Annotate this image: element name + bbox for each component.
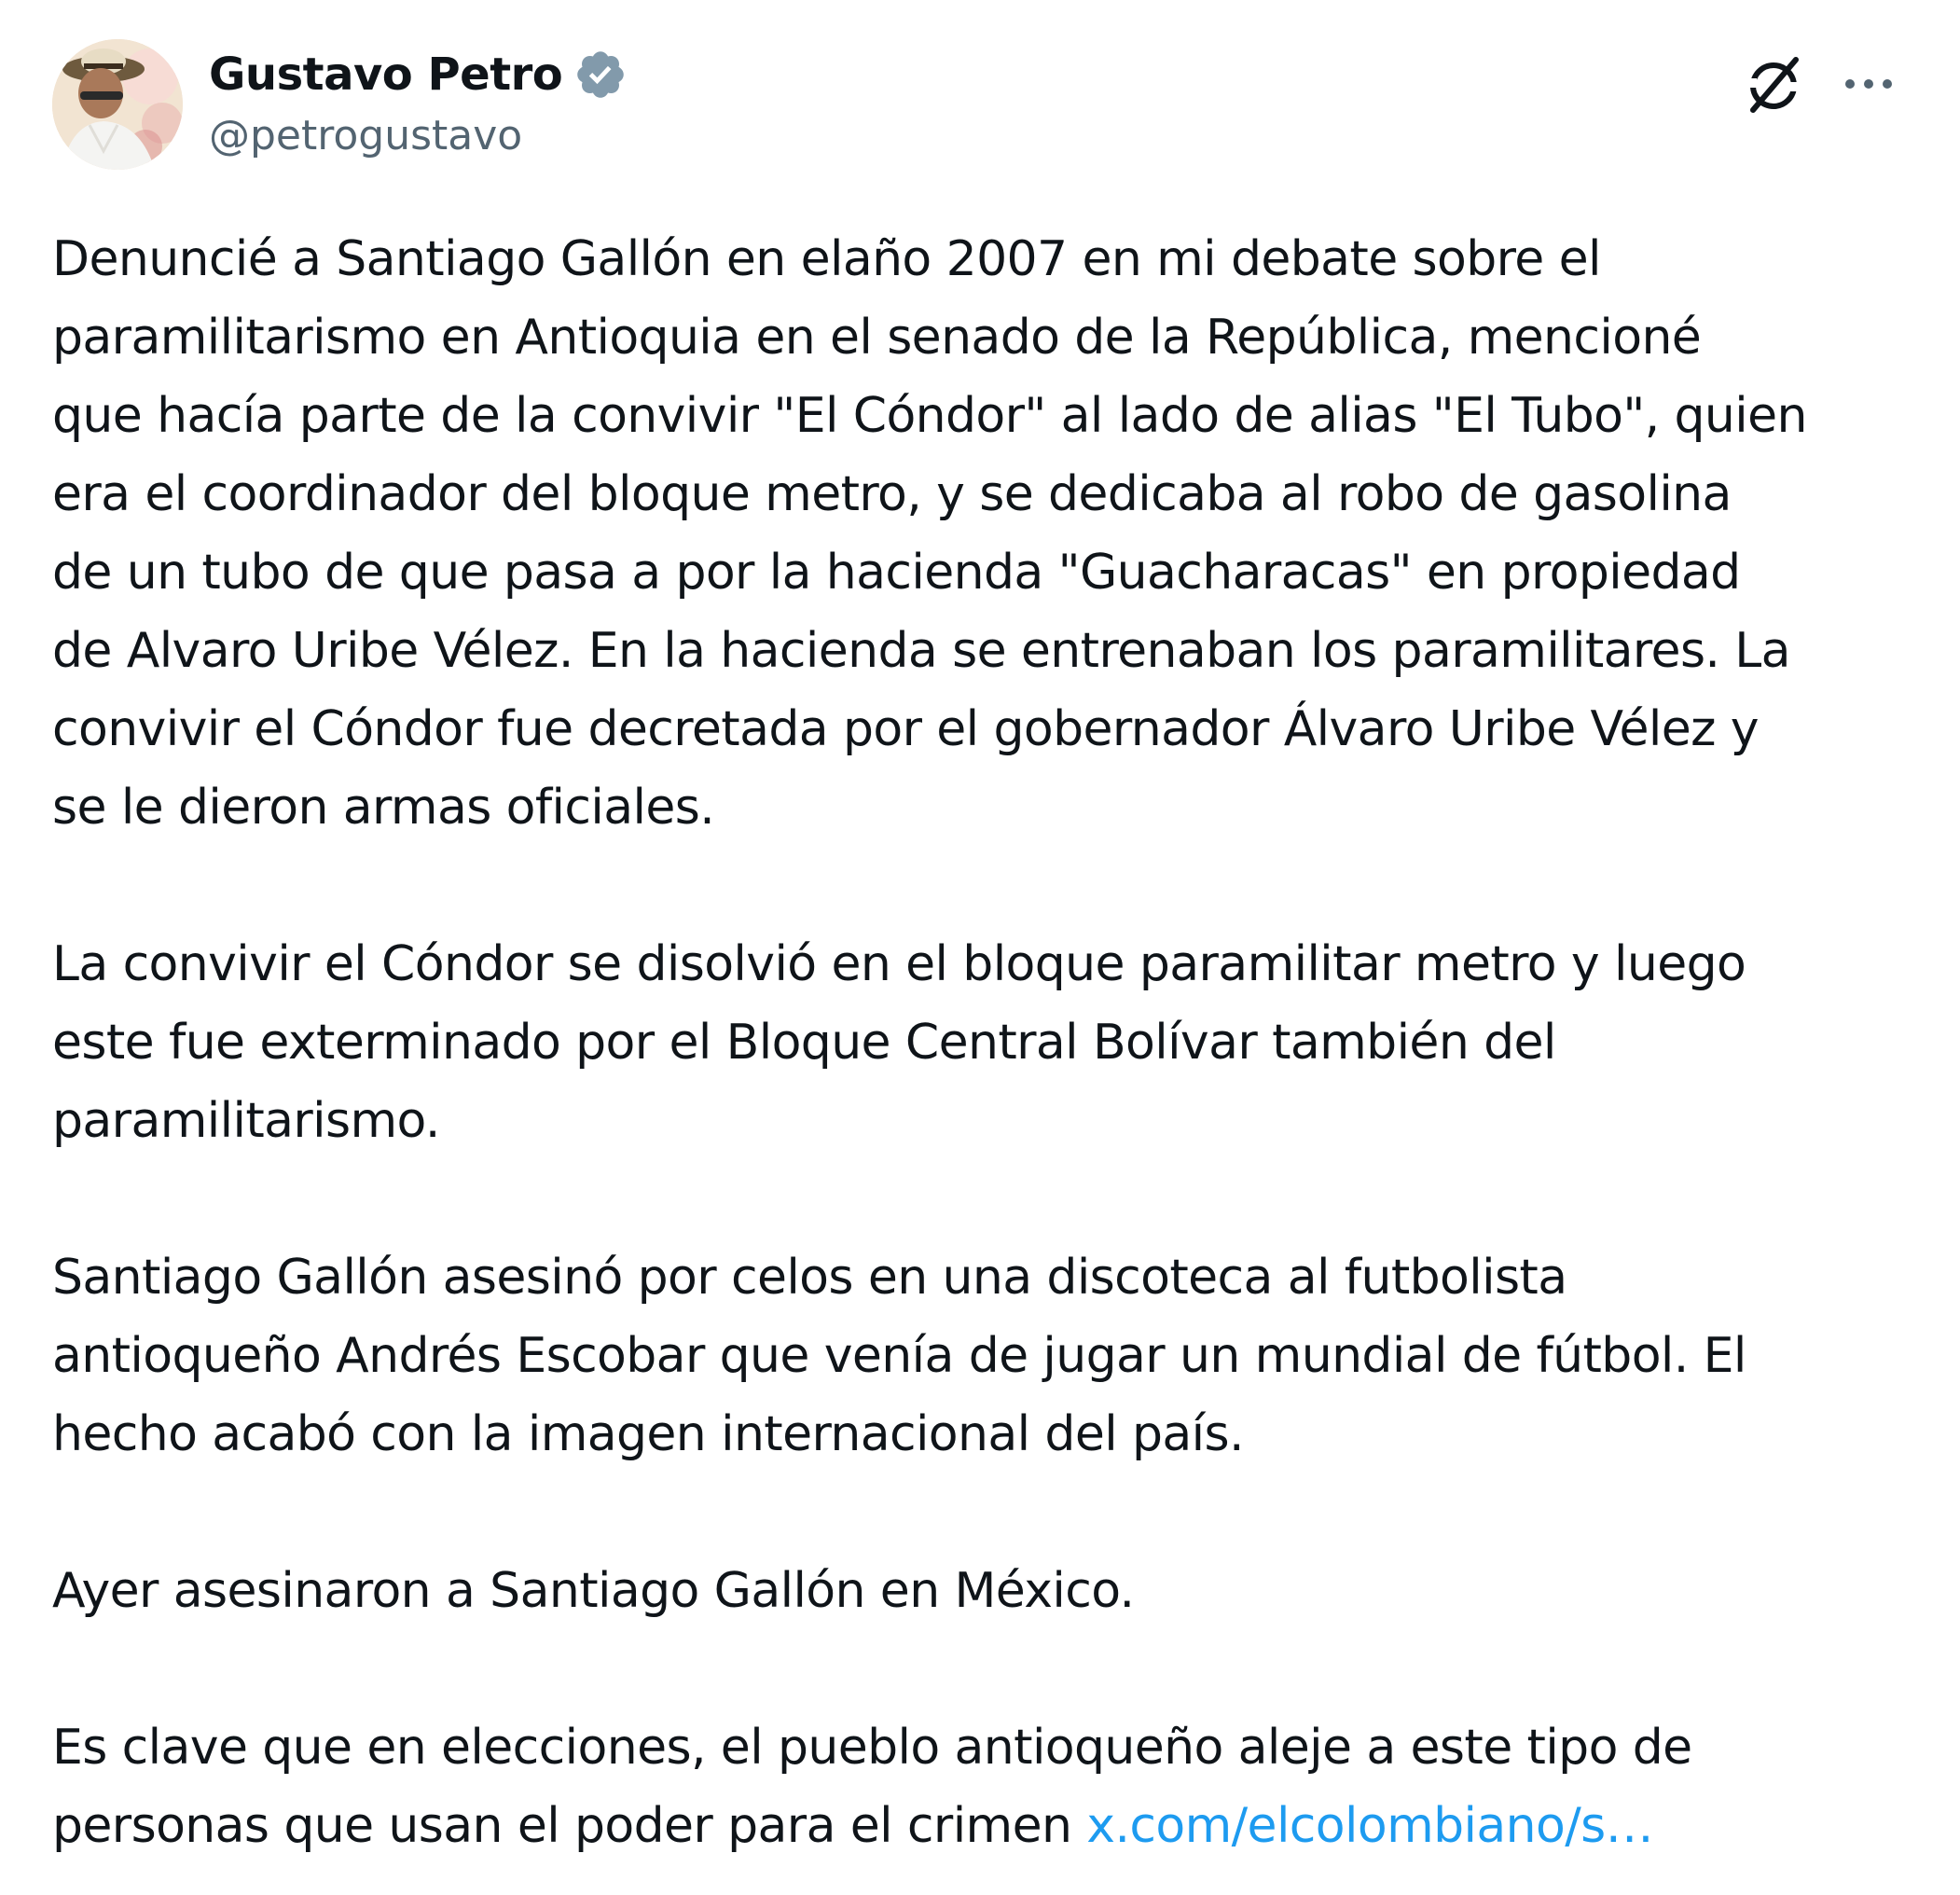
text-line: hecho acabó con la imagen internacional del país. [52, 1406, 1244, 1462]
text-line: antioqueño Andrés Escobar que venía de jugar un mundial de fútbol. El [52, 1328, 1746, 1384]
text-line: Denuncié a Santiago Gallón en elaño 2007 en mi debate sobre el [52, 231, 1601, 287]
paragraph-gap [52, 1473, 1908, 1552]
tweet-paragraph [52, 925, 1908, 1160]
text-line: Ayer asesinaron a Santiago Gallón en México. [52, 1563, 1135, 1619]
paragraph-gap [52, 1160, 1908, 1238]
author-block [209, 45, 628, 159]
text-line: paramilitarismo. [52, 1093, 440, 1149]
avatar-image [52, 39, 183, 170]
tweet-text [52, 220, 1908, 1865]
tweet-paragraph [52, 1238, 1908, 1473]
text-line: este fue exterminado por el Bloque Central Bolívar también del [52, 1015, 1556, 1071]
tweet-header [52, 39, 1908, 170]
text-line: paramilitarismo en Antioquia en el senado de la República, mencioné [52, 310, 1702, 366]
paragraph-gap [52, 1630, 1908, 1708]
verified-badge-icon[interactable] [573, 48, 628, 102]
text-line: se le dieron armas oficiales. [52, 780, 715, 836]
paragraph-gap [52, 847, 1908, 925]
text-line: Santiago Gallón asesinó por celos en una discoteca al futbolista [52, 1250, 1567, 1306]
tweet-link[interactable]: x.com/elcolombiano/s… [1086, 1798, 1654, 1854]
author-display-name[interactable]: Gustavo Petro [209, 48, 563, 101]
avatar[interactable] [52, 39, 183, 170]
text-line: convivir el Cóndor fue decretada por el gobernador Álvaro Uribe Vélez y [52, 701, 1759, 757]
more-options-icon[interactable] [1835, 50, 1902, 118]
tweet-paragraph [52, 220, 1908, 847]
text-line: Es clave que en elecciones, el pueblo antioqueño aleje a este tipo de [52, 1720, 1692, 1776]
tweet-paragraph [52, 1708, 1908, 1865]
text-line: La convivir el Cóndor se disolvió en el bloque paramilitar metro y luego [52, 936, 1746, 992]
text-line: era el coordinador del bloque metro, y se dedicaba al robo de gasolina [52, 466, 1732, 522]
name-row [209, 45, 628, 104]
tweet-paragraph [52, 1552, 1908, 1630]
text-line-prefix: personas que usan el poder para el crimen [52, 1798, 1087, 1854]
author-handle[interactable]: @petrogustavo [209, 112, 523, 159]
text-line: que hacía parte de la convivir "El Cóndor" al lado de alias "El Tubo", quien [52, 388, 1807, 444]
grok-icon[interactable] [1740, 50, 1807, 118]
text-line-with-link [52, 1787, 1908, 1865]
text-line: de un tubo de que pasa a por la hacienda "Guacharacas" en propiedad [52, 545, 1741, 601]
text-line: de Alvaro Uribe Vélez. En la hacienda se entrenaban los paramilitares. La [52, 623, 1790, 679]
